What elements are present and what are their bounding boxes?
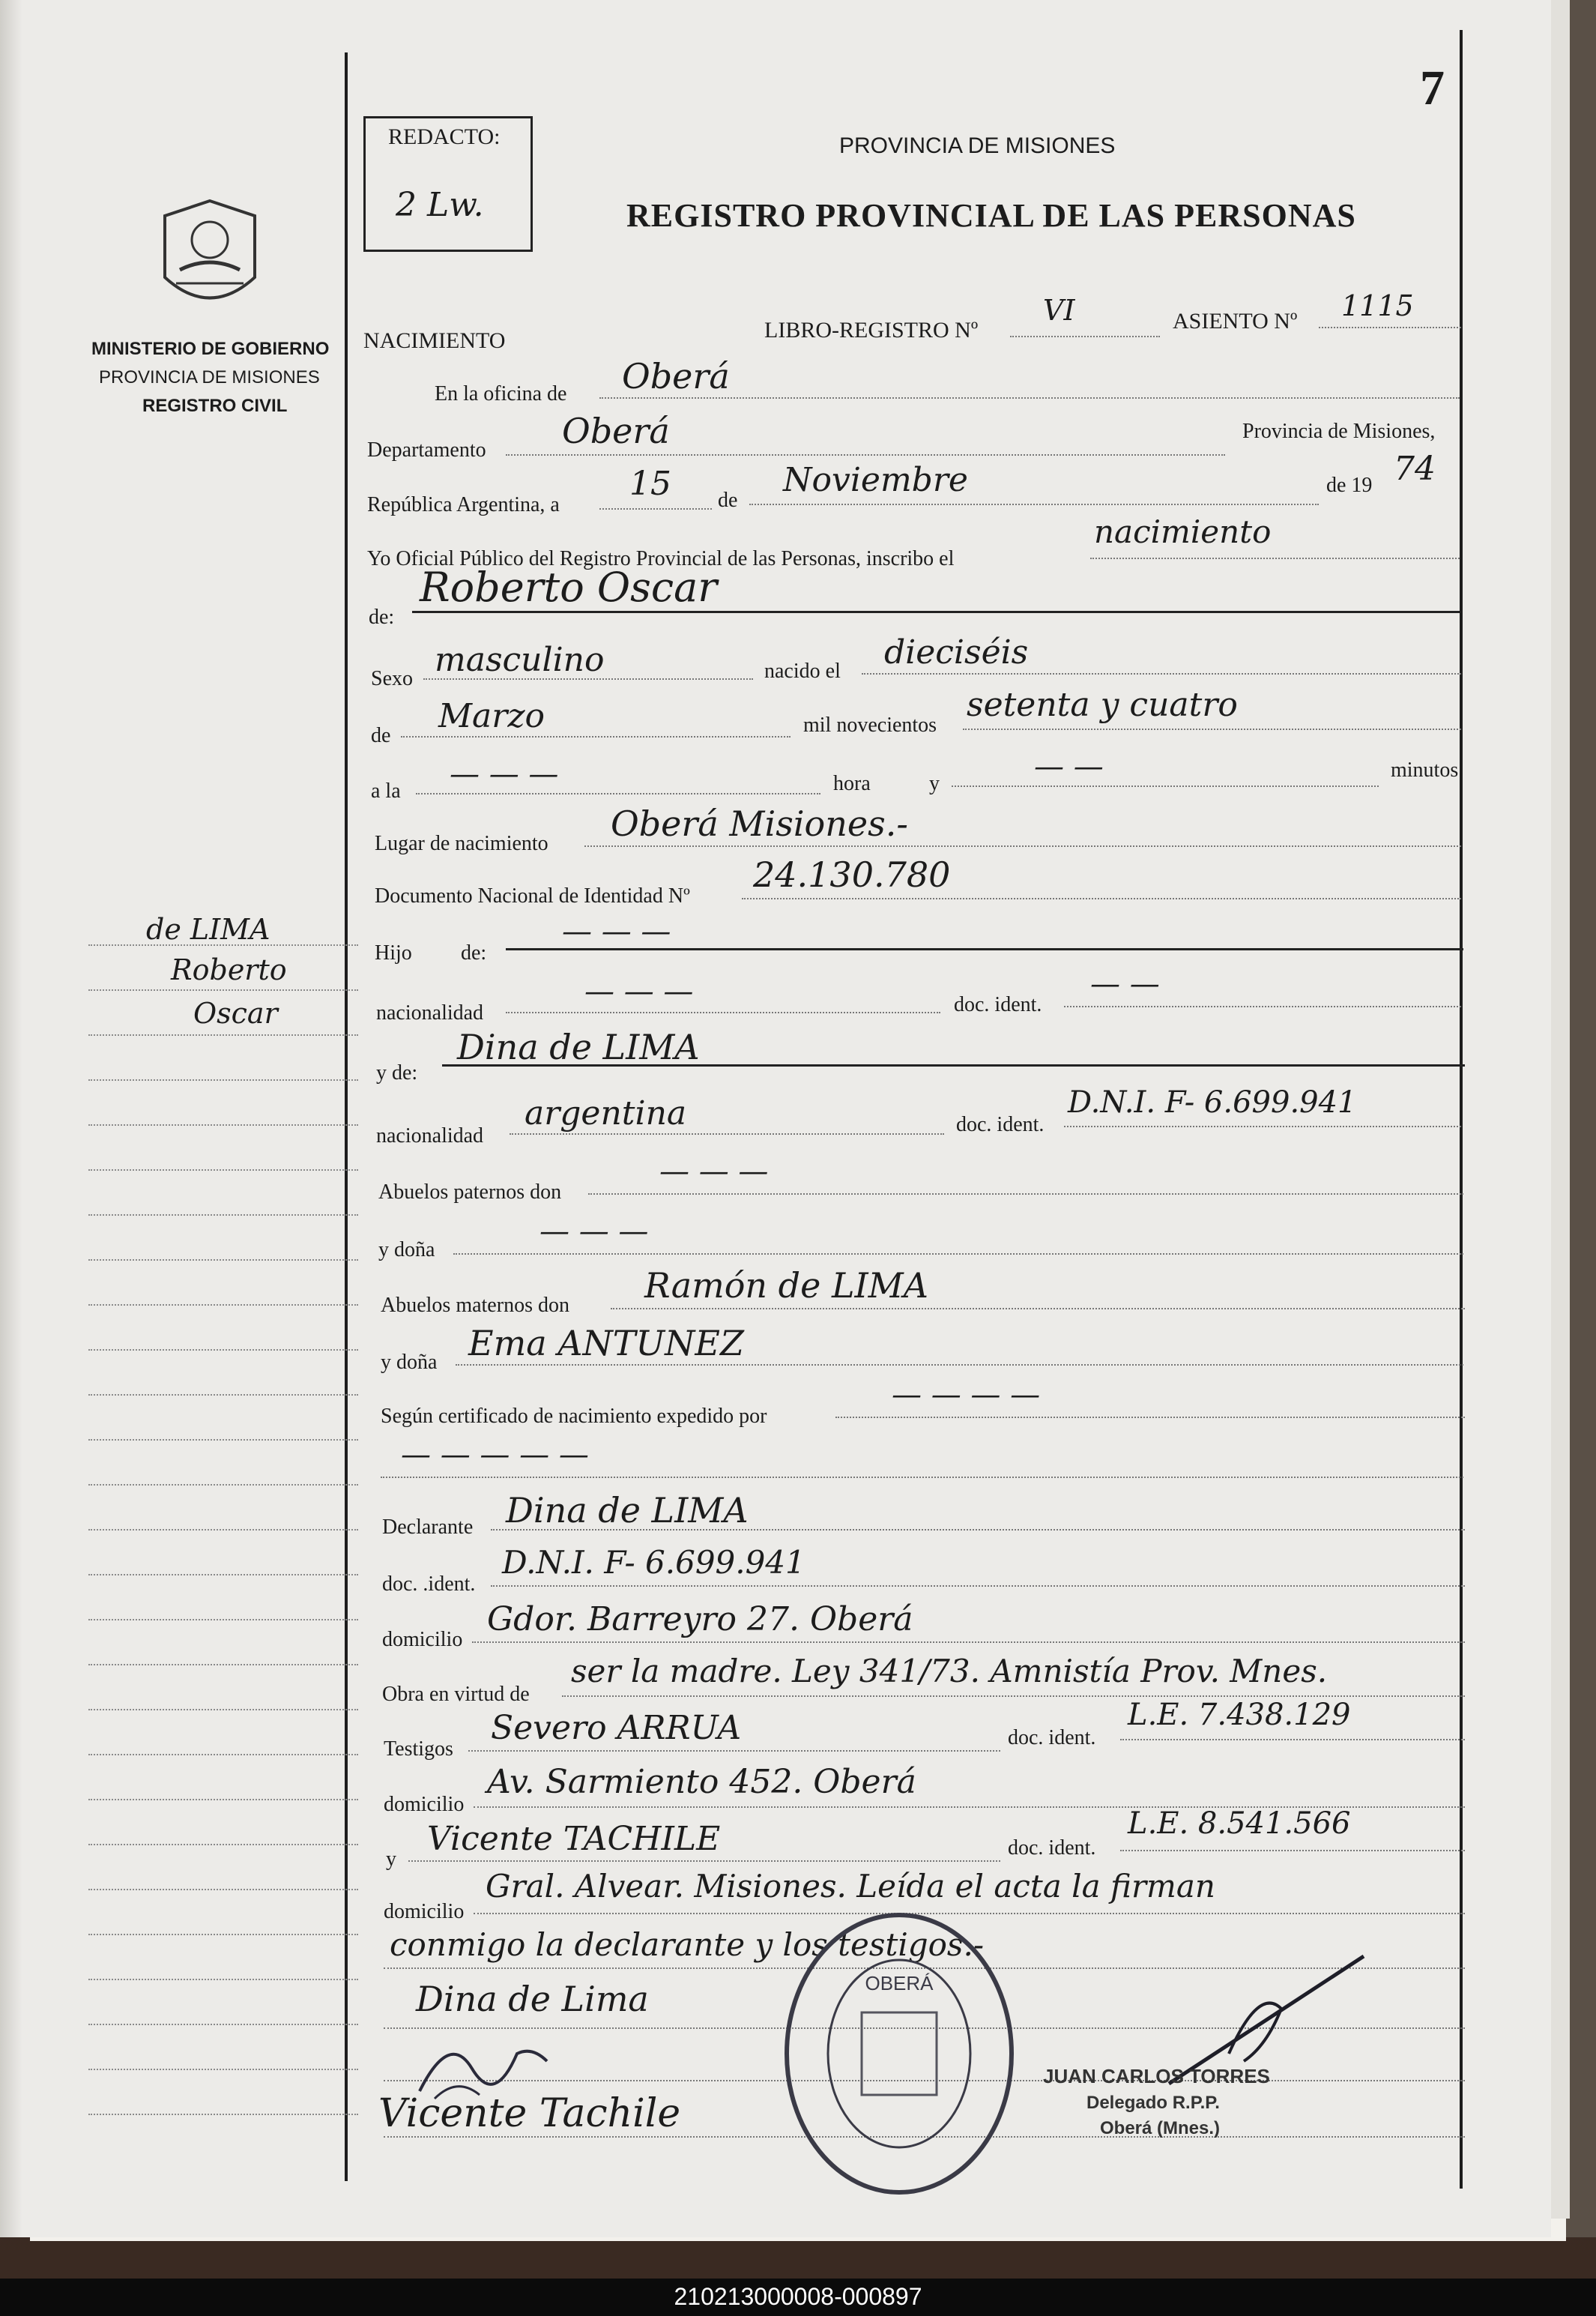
father-nacionalidad-line [506, 1012, 940, 1013]
margin-ruled-line [88, 1484, 358, 1486]
mes-line [749, 504, 1319, 505]
obra-line [562, 1695, 1465, 1697]
margin-ruled-line [88, 1214, 358, 1216]
abuelos-paternos-label: Abuelos paternos don [378, 1180, 562, 1204]
lugar-label: Lugar de nacimiento [375, 832, 548, 855]
declarante-doc-line [491, 1585, 1465, 1587]
departamento-line [506, 454, 1225, 456]
page-number: 7 [1420, 61, 1445, 115]
abuelos-maternos-label: Abuelos maternos don [381, 1294, 569, 1317]
father-nac-dashes: — — — [584, 974, 694, 1009]
left-column-rule [345, 52, 348, 2181]
dia-value: 15 [629, 465, 671, 503]
margin-ruled-line [88, 1574, 358, 1575]
footer-id: 210213000008-000897 [674, 2283, 922, 2310]
dni-line [742, 898, 1461, 899]
mother-value: Dina de LIMA [457, 1027, 700, 1067]
testigo1-value: Severo ARRUA [491, 1709, 742, 1747]
asiento-label: ASIENTO Nº [1173, 309, 1298, 334]
mil-value: setenta y cuatro [967, 686, 1238, 724]
abuelos-p-dashes: — — — [659, 1154, 769, 1189]
testigo1-domicilio-label: domicilio [384, 1793, 465, 1816]
margin-ruled-line [88, 1079, 358, 1081]
official-place: Oberá (Mnes.) [1100, 2118, 1221, 2138]
margin-ruled-line [88, 1529, 358, 1531]
declarante-doc-value: D.N.I. F- 6.699.941 [502, 1544, 805, 1581]
father-doc-dashes: — — [1090, 967, 1160, 1001]
registry-title: REGISTRO PROVINCIAL DE LAS PERSONAS [626, 197, 1356, 234]
departamento-value: Oberá [562, 411, 670, 451]
margin-ruled-line [88, 1799, 358, 1800]
nacido-label: nacido el [764, 660, 841, 683]
testigo2-line [408, 1860, 1000, 1862]
mother-nacionalidad-label: nacionalidad [376, 1124, 484, 1148]
margin-ruled-line [88, 1034, 358, 1036]
margin-ruled-line [88, 1304, 358, 1306]
official-role: Delegado R.P.P. [1086, 2093, 1220, 2113]
mil-label: mil novecientos [803, 714, 937, 737]
dia-line [599, 508, 712, 510]
certificado-line [835, 1417, 1465, 1418]
testigo2-doc-label: doc. ident. [1008, 1836, 1096, 1860]
margin-ruled-line [88, 1394, 358, 1396]
margin-ruled-line [88, 1709, 358, 1710]
lugar-value: Oberá Misiones.- [611, 803, 908, 844]
dni-label: Documento Nacional de Identidad Nº [375, 884, 690, 908]
oficial-value: nacimiento [1094, 513, 1272, 550]
mother-doc-value: D.N.I. F- 6.699.941 [1068, 1085, 1357, 1120]
margin-ruled-line [88, 1124, 358, 1126]
certificado-label: Según certificado de nacimiento expedido por [381, 1405, 767, 1428]
libro-value: VI [1043, 294, 1075, 327]
margin-ruled-line [88, 1844, 358, 1845]
margin-note-surname: de LIMA [146, 913, 270, 946]
margin-ruled-line [88, 1619, 358, 1620]
redacto-value: 2 Lw. [396, 186, 484, 224]
father-nacionalidad-label: nacionalidad [376, 1001, 484, 1025]
testigo1-doc-value: L.E. 7.438.129 [1128, 1698, 1351, 1732]
background-surface [0, 2237, 1596, 2279]
certificado-line-2 [381, 1477, 1463, 1478]
testigo1-domicilio-value: Av. Sarmiento 452. Oberá [487, 1763, 916, 1801]
testigo1-doc-line [1120, 1739, 1465, 1740]
certificado-dashes-2: — — — — — [401, 1438, 589, 1472]
father-doc-label: doc. ident. [954, 993, 1042, 1016]
testigo2-doc-value: L.E. 8.541.566 [1128, 1806, 1351, 1841]
testigo1-line [468, 1750, 1000, 1752]
de-colon-label: de: [369, 606, 395, 629]
oficial-line [1090, 558, 1460, 559]
signature-testigo: Vicente Tachile [378, 2091, 681, 2136]
margin-note-second-name: Oscar [193, 997, 278, 1030]
declarante-value: Dina de LIMA [506, 1490, 749, 1531]
oficina-label: En la oficina de [435, 382, 567, 405]
anio-prefix: de 19 [1326, 474, 1373, 497]
sidebar-province-label: PROVINCIA DE MISIONES [99, 367, 320, 387]
father-doc-line [1064, 1006, 1461, 1007]
y-de-label: y de: [376, 1061, 418, 1085]
abuelos-paternos-line [588, 1193, 1463, 1195]
father-dashes: — — — [562, 914, 671, 949]
departamento-label: Departamento [367, 438, 486, 462]
binding-shadow [0, 0, 22, 2237]
margin-ruled-line [88, 1664, 358, 1665]
name-rule [412, 611, 1460, 613]
name-value: Roberto Oscar [420, 564, 718, 611]
testigo2-y-label: y [386, 1848, 396, 1871]
testigo2-doc-line [1120, 1850, 1465, 1851]
margin-ruled-line [88, 1439, 358, 1441]
seal-center-text: OBERÁ [865, 1972, 934, 1994]
official-seal-icon [779, 1908, 1019, 2200]
cierre-value: conmigo la declarante y los testigos.- [390, 1926, 985, 1963]
nacido-value: dieciséis [884, 633, 1029, 672]
redacto-label: REDACTO: [388, 124, 501, 149]
province-header: PROVINCIA DE MISIONES [839, 133, 1116, 158]
margin-ruled-line [88, 2114, 358, 2115]
abuela-paterna-label: y doña [378, 1238, 435, 1261]
sexo-value: masculino [435, 641, 605, 679]
libro-label: LIBRO-REGISTRO Nº [764, 318, 979, 343]
mother-nacionalidad-line [510, 1133, 944, 1135]
margin-ruled-line [88, 1889, 358, 1890]
mes-nac-line [401, 736, 791, 738]
testigo1-doc-label: doc. ident. [1008, 1726, 1096, 1749]
oficina-value: Oberá [622, 356, 730, 396]
hora-line [416, 793, 820, 794]
hora-label: hora [833, 772, 871, 795]
abuela-materna-label: y doña [381, 1351, 438, 1374]
provincia-label: Provincia de Misiones, [1242, 420, 1436, 443]
hijo-de-label: de: [461, 941, 487, 965]
de-label: de [718, 489, 738, 512]
anio-value: 74 [1394, 450, 1436, 488]
margin-ruled-line [88, 989, 358, 991]
hora-dashes: — — — [450, 757, 559, 791]
oficial-label: Yo Oficial Público del Registro Provincial de las Personas, inscribo el [367, 547, 955, 570]
official-name: JUAN CARLOS TORRES [1043, 2065, 1270, 2087]
margin-ruled-line [88, 1934, 358, 1935]
abuela-p-dashes: — — — [539, 1214, 649, 1249]
declarante-doc-label: doc. .ident. [382, 1572, 476, 1596]
margin-ruled-line [88, 1754, 358, 1755]
minutos-dashes: — — [1034, 750, 1104, 784]
margin-ruled-line [88, 1349, 358, 1351]
margin-ruled-line [88, 2069, 358, 2070]
hijo-label: Hijo [375, 941, 412, 965]
right-column-rule [1460, 30, 1463, 2189]
redacto-box [363, 116, 533, 252]
mil-line [963, 729, 1461, 730]
asiento-value: 1115 [1341, 289, 1414, 322]
y-label: y [929, 772, 940, 795]
nacido-line [862, 673, 1461, 675]
mes-value: Noviembre [783, 461, 968, 499]
obra-label: Obra en virtud de [382, 1683, 530, 1706]
abuela-paterna-line [453, 1253, 1463, 1255]
obra-value: ser la madre. Ley 341/73. Amnistía Prov. Mnes. [571, 1653, 1328, 1689]
margin-ruled-line [88, 1169, 358, 1171]
abuelo-materno-value: Ramón de LIMA [644, 1265, 929, 1306]
testigo2-value: Vicente TACHILE [427, 1820, 721, 1858]
margin-ruled-line [88, 1979, 358, 1980]
testigo2-domicilio-label: domicilio [384, 1900, 465, 1923]
minutos-label: minutos [1391, 759, 1459, 782]
domicilio-value: Gdor. Barreyro 27. Oberá [487, 1600, 913, 1638]
a-la-label: a la [371, 779, 401, 803]
minutos-line [952, 785, 1379, 787]
margin-ruled-line [88, 2024, 358, 2025]
margin-note-first-name: Roberto [171, 953, 287, 986]
oficina-line [599, 397, 1460, 399]
republica-label: República Argentina, a [367, 493, 560, 516]
registry-civil-label: REGISTRO CIVIL [142, 396, 288, 416]
mother-nac-value: argentina [525, 1094, 687, 1133]
mother-doc-line [1064, 1126, 1461, 1127]
certificado-dashes: — — — — [892, 1378, 1041, 1412]
lugar-line [584, 845, 1461, 847]
domicilio-line [472, 1641, 1465, 1643]
dni-value: 24.130.780 [753, 854, 951, 895]
testigo2-domicilio-value: Gral. Alvear. Misiones. Leída el acta la firman [486, 1868, 1215, 1905]
de-mes-label: de [371, 724, 391, 747]
testigos-label: Testigos [384, 1737, 453, 1761]
margin-ruled-line [88, 1259, 358, 1261]
mes-nac-value: Marzo [438, 697, 545, 735]
abuelos-maternos-line [611, 1308, 1465, 1309]
domicilio-label: domicilio [382, 1628, 463, 1651]
abuela-materna-value: Ema ANTUNEZ [468, 1323, 744, 1363]
signature-declarante: Dina de Lima [416, 1979, 649, 2019]
abuela-materna-line [456, 1364, 1463, 1366]
libro-line [1010, 336, 1160, 337]
asiento-line [1319, 327, 1461, 328]
declarante-label: Declarante [382, 1516, 474, 1539]
coat-of-arms-icon [154, 195, 266, 322]
sexo-label: Sexo [371, 667, 413, 690]
ministry-label: MINISTERIO DE GOBIERNO [91, 339, 330, 359]
mother-doc-label: doc. ident. [956, 1113, 1045, 1136]
record-type-label: NACIMIENTO [363, 328, 506, 353]
